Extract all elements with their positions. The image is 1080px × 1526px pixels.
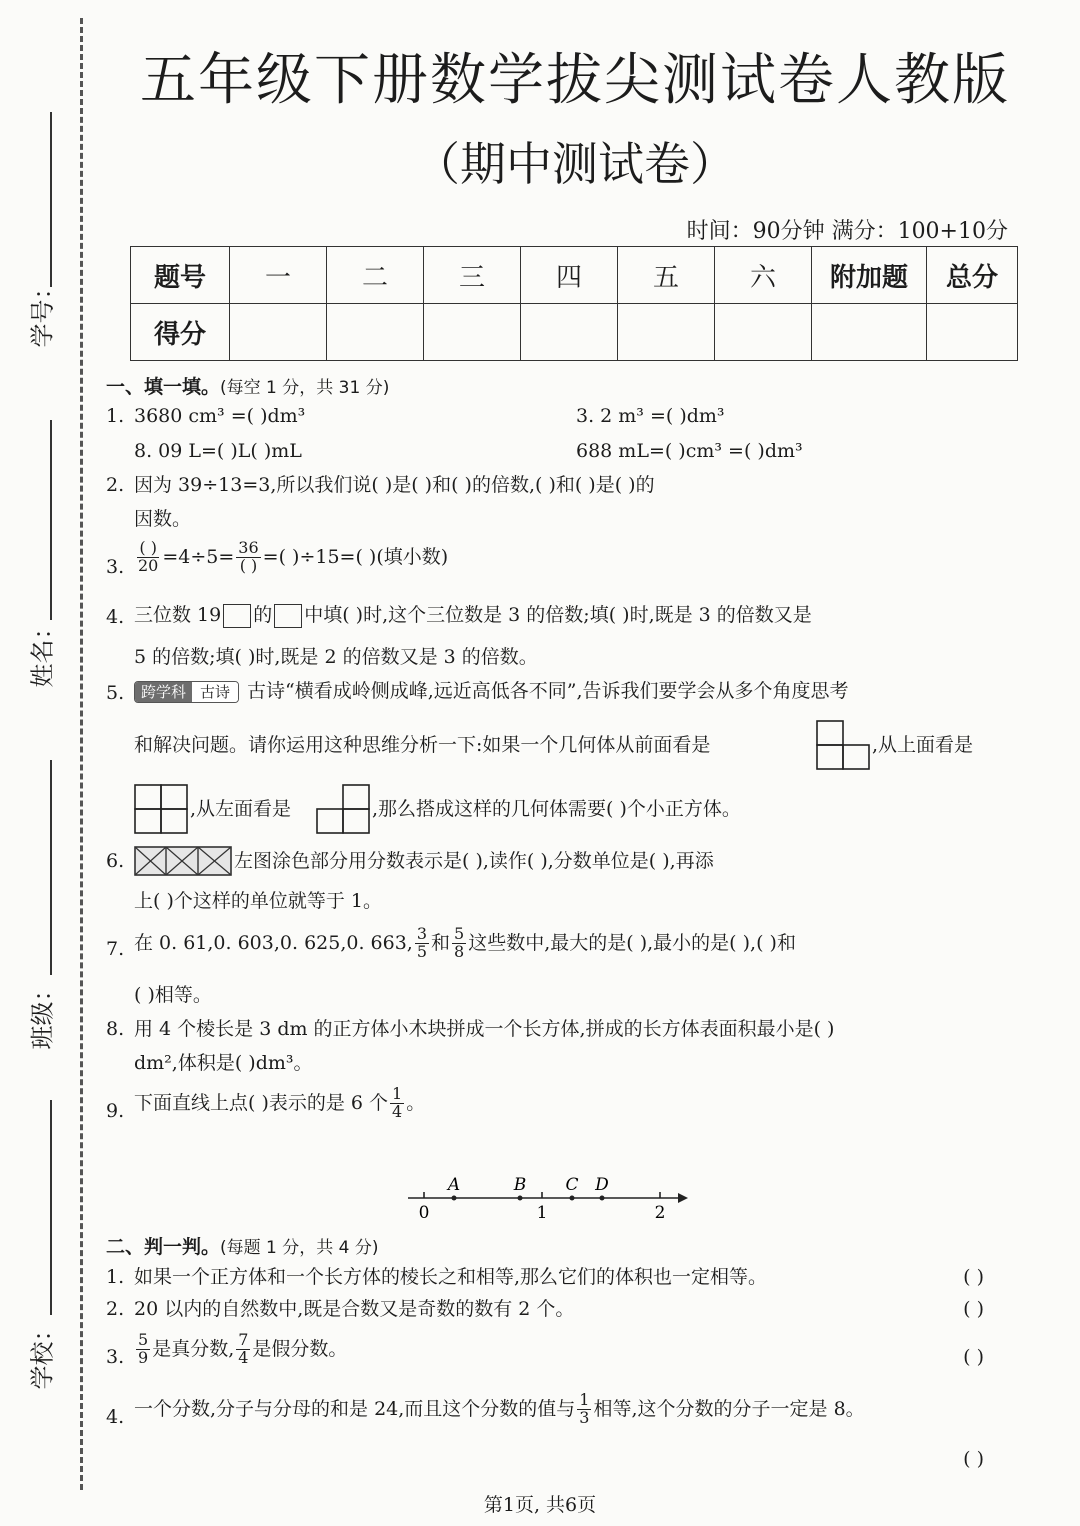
q1-c: 8. 09 L=( )L( )mL [134, 440, 302, 462]
q5-number: 5. [106, 682, 125, 704]
q7-f2-den: 8 [454, 941, 465, 961]
tick-label-2: 2 [654, 1203, 666, 1223]
q5-line3a: ,从左面看是 [190, 798, 292, 820]
label-d: D [595, 1175, 609, 1195]
j1-text: 如果一个正方体和一个长方体的棱长之和相等,那么它们的体积也一定相等。 [134, 1266, 768, 1288]
j1-answer-paren[interactable]: ( ) [963, 1266, 984, 1288]
q2-line2: 因数。 [134, 508, 192, 530]
q7-line1 [134, 926, 796, 961]
j1-number: 1. [106, 1266, 125, 1288]
q9-line [134, 1086, 425, 1121]
q9-part1: 下面直线上点( )表示的是 6 个 [134, 1091, 389, 1114]
score-cell[interactable] [618, 304, 715, 361]
score-header-cell: 题号 [131, 247, 230, 304]
j4-part2: 相等,这个分数的分子一定是 8。 [593, 1397, 865, 1420]
tag-ancient-poem: 古诗 [192, 682, 238, 702]
label-a: A [447, 1175, 461, 1195]
score-row-label: 得分 [131, 304, 230, 361]
section-1-title: 一、填一填。 [106, 376, 221, 398]
q3-frac1-den: 20 [138, 555, 159, 575]
shaded-rectangle-diagram [134, 846, 232, 876]
name-line [50, 420, 52, 620]
q4-blank-box[interactable] [274, 604, 302, 628]
q2-number: 2. [106, 474, 125, 496]
q3-mid: =4÷5= [162, 545, 235, 568]
j4-part1: 一个分数,分子与分母的和是 24,而且这个分数的值与 [134, 1397, 576, 1420]
score-header-cell: 四 [521, 247, 618, 304]
page-footer: 第1页, 共6页 [483, 1494, 597, 1516]
q7-part2: 和 [431, 931, 451, 954]
q4-line2: 5 的倍数;填( )时,既是 2 的倍数又是 3 的倍数。 [134, 646, 538, 668]
q8-line2: dm²,体积是( )dm³。 [134, 1052, 313, 1074]
q1-d: 688 mL=( )cm³ =( )dm³ [576, 440, 803, 462]
school-line [50, 1100, 52, 1315]
q4-number: 4. [106, 606, 125, 628]
score-cell[interactable] [927, 304, 1018, 361]
section-2-note: (每题 1 分，共 4 分) [220, 1238, 379, 1258]
point-c [570, 1196, 575, 1201]
q4-part1: 三位数 19 [134, 604, 222, 626]
j4-answer-paren[interactable]: ( ) [963, 1448, 984, 1470]
j3-part1: 是真分数, [152, 1337, 235, 1360]
q1-number: 1. [106, 405, 125, 427]
q7-fraction-1 [415, 926, 429, 961]
q4-blank-box[interactable] [223, 604, 251, 628]
point-d [600, 1196, 605, 1201]
point-a [452, 1196, 457, 1201]
q5-line3b: ,那么搭成这样的几何体需要( )个小正方体。 [372, 798, 741, 820]
j3-fraction-1 [136, 1332, 150, 1367]
q9-part2: 。 [406, 1091, 426, 1114]
j3-fraction-2 [236, 1332, 250, 1367]
q9-fraction [390, 1086, 404, 1121]
q4-line1 [134, 604, 812, 628]
score-header-cell: 附加题 [812, 247, 927, 304]
q3-number: 3. [106, 556, 125, 578]
label-b: B [513, 1175, 527, 1195]
q9-frac-den: 4 [392, 1101, 403, 1121]
class-label: 班级： [28, 977, 57, 1050]
number-line [400, 1168, 700, 1224]
q9-frac-num: 1 [392, 1084, 403, 1103]
binding-dashed-line [80, 18, 83, 1490]
front-view-diagram [816, 720, 870, 770]
q7-part1: 在 0. 61,0. 603,0. 625,0. 663, [134, 931, 413, 954]
page-subtitle: （期中测试卷） [414, 137, 736, 191]
section-2-title: 二、判一判。 [106, 1236, 221, 1258]
q5-line1-text: 古诗“横看成岭侧成峰,远近高低各不同”,告诉我们要学会从多个角度思考 [247, 680, 849, 702]
name-label: 姓名： [28, 615, 57, 688]
student-id-label: 学号： [28, 275, 57, 348]
cross-subject-tag [134, 681, 239, 703]
q5-line1 [134, 680, 849, 703]
j3-f1-den: 9 [138, 1347, 149, 1367]
q5-line2b: ,从上面看是 [872, 734, 974, 756]
student-id-line [50, 112, 52, 287]
number-line-arrow [678, 1193, 688, 1203]
q7-part3: 这些数中,最大的是( ),最小的是( ),( )和 [468, 931, 796, 954]
j3-text [134, 1332, 347, 1367]
q7-fraction-2 [452, 926, 466, 961]
j4-number: 4. [106, 1406, 125, 1428]
j3-f2-num: 7 [238, 1330, 249, 1349]
score-header-cell: 六 [715, 247, 812, 304]
score-header-cell: 一 [230, 247, 327, 304]
j4-frac-den: 3 [579, 1407, 590, 1427]
j2-answer-paren[interactable]: ( ) [963, 1298, 984, 1320]
left-view-diagram [316, 784, 370, 834]
score-cell[interactable] [230, 304, 327, 361]
j2-number: 2. [106, 1298, 125, 1320]
top-view-diagram [134, 784, 188, 834]
q8-number: 8. [106, 1018, 125, 1040]
q4-part2: 的 [253, 604, 273, 626]
score-cell[interactable] [715, 304, 812, 361]
score-cell[interactable] [424, 304, 521, 361]
q3-expression [134, 540, 448, 575]
score-header-cell: 总分 [927, 247, 1018, 304]
q2-line1: 因为 39÷13=3,所以我们说( )是( )和( )的倍数,( )和( )是( )的 [134, 474, 655, 496]
section-1-heading [106, 372, 389, 399]
section-1-note: (每空 1 分，共 31 分) [220, 378, 390, 398]
q7-f1-num: 3 [416, 924, 428, 943]
q4-part3: 中填( )时,这个三位数是 3 的倍数;填( )时,既是 3 的倍数又是 [304, 604, 812, 626]
point-b [518, 1196, 523, 1201]
j4-fraction [577, 1392, 591, 1427]
label-c: C [565, 1175, 579, 1195]
score-header-cell: 三 [424, 247, 521, 304]
score-header-cell: 二 [327, 247, 424, 304]
score-cell[interactable] [521, 304, 618, 361]
class-line [50, 760, 52, 975]
q3-fraction-2 [236, 540, 260, 575]
score-table [130, 246, 1018, 361]
school-label: 学校： [28, 1317, 57, 1390]
j3-f2-den: 4 [238, 1347, 249, 1367]
j4-frac-num: 1 [579, 1390, 590, 1409]
score-cell[interactable] [812, 304, 927, 361]
q8-line1: 用 4 个棱长是 3 dm 的正方体小木块拼成一个长方体,拼成的长方体表面积最小是( ) [134, 1018, 835, 1040]
q3-frac2-num: 36 [238, 538, 259, 557]
q3-rest: =( )÷15=( )(填小数) [262, 545, 449, 568]
q7-f1-den: 5 [416, 941, 428, 961]
q7-number: 7. [106, 938, 125, 960]
score-header-cell: 五 [618, 247, 715, 304]
j3-answer-paren[interactable]: ( ) [963, 1346, 984, 1368]
j3-number: 3. [106, 1346, 125, 1368]
q1-b: 3. 2 m³ =( )dm³ [576, 405, 725, 427]
j3-part2: 是假分数。 [252, 1337, 348, 1360]
q7-f2-num: 5 [454, 924, 465, 943]
q3-frac2-den: ( ) [239, 555, 258, 575]
page-title: 五年级下册数学拔尖测试卷人教版 [140, 48, 1010, 113]
q7-line2: ( )相等。 [134, 984, 212, 1006]
q3-frac1-num: ( ) [139, 538, 157, 557]
j4-text [134, 1392, 865, 1427]
q6-line1: 左图涂色部分用分数表示是( ),读作( ),分数单位是( ),再添 [234, 850, 714, 872]
q5-line2a: 和解决问题。请你运用这种思维分析一下:如果一个几何体从前面看是 [134, 734, 711, 756]
q6-number: 6. [106, 850, 125, 872]
exam-meta: 时间：90分钟 满分：100+10分 [686, 219, 1008, 244]
tag-cross-subject: 跨学科 [135, 682, 192, 702]
tick-label-0: 0 [418, 1203, 430, 1223]
q3-fraction-1 [136, 540, 160, 575]
j2-text: 20 以内的自然数中,既是合数又是奇数的数有 2 个。 [134, 1298, 575, 1320]
section-2-heading [106, 1232, 379, 1259]
j3-f1-num: 5 [138, 1330, 149, 1349]
score-cell[interactable] [327, 304, 424, 361]
q6-line2: 上( )个这样的单位就等于 1。 [134, 890, 382, 912]
q9-number: 9. [106, 1100, 125, 1122]
q1-a: 3680 cm³ =( )dm³ [134, 405, 306, 427]
tick-label-1: 1 [536, 1203, 548, 1223]
